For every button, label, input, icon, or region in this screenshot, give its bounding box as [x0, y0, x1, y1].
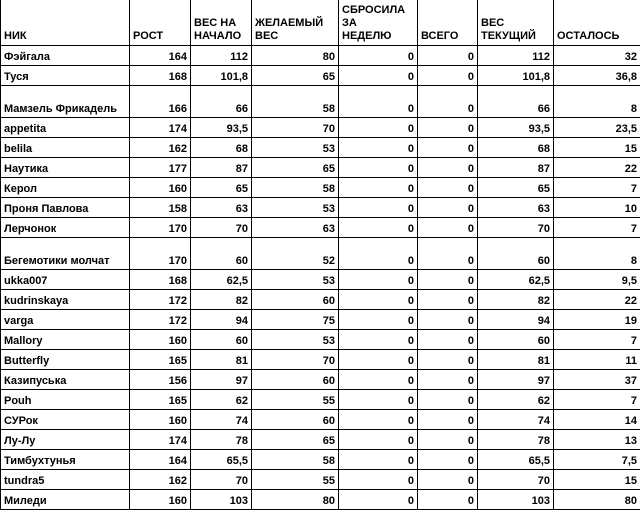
cell-total: 0 — [418, 470, 478, 490]
cell-nick: ukka007 — [1, 270, 130, 290]
cell-nick: belila — [1, 138, 130, 158]
table-row — [1, 66, 640, 86]
cell-lost-this-week: 0 — [339, 370, 418, 390]
cell-lost-this-week: 0 — [339, 46, 418, 66]
cell-current-weight: 66 — [478, 86, 554, 118]
column-header-label: НАЧАЛО — [194, 30, 242, 42]
cell-total: 0 — [418, 270, 478, 290]
cell-lost-this-week: 0 — [339, 310, 418, 330]
cell-remaining: 14 — [554, 410, 640, 430]
cell-remaining: 11 — [554, 350, 640, 370]
cell-height: 172 — [130, 290, 191, 310]
table-row — [1, 310, 640, 330]
cell-current-weight: 60 — [478, 238, 554, 270]
cell-target-weight: 52 — [252, 238, 339, 270]
column-header-label: ТЕКУЩИЙ — [481, 30, 536, 42]
cell-nick: Butterfly — [1, 350, 130, 370]
cell-current-weight: 62 — [478, 390, 554, 410]
table-row — [1, 238, 640, 270]
cell-nick: appetita — [1, 118, 130, 138]
cell-remaining: 7 — [554, 330, 640, 350]
column-header-label: РОСТ — [133, 30, 164, 42]
cell-remaining: 10 — [554, 198, 640, 218]
cell-current-weight: 68 — [478, 138, 554, 158]
cell-total: 0 — [418, 198, 478, 218]
cell-total: 0 — [418, 218, 478, 238]
column-header-label: СБРОСИЛА — [342, 4, 406, 16]
table-row — [1, 46, 640, 66]
cell-start-weight: 87 — [191, 158, 252, 178]
cell-height: 162 — [130, 138, 191, 158]
cell-height: 160 — [130, 330, 191, 350]
cell-lost-this-week: 0 — [339, 450, 418, 470]
cell-nick: Бегемотики молчат — [1, 238, 130, 270]
cell-nick: varga — [1, 310, 130, 330]
cell-current-weight: 65 — [478, 178, 554, 198]
cell-start-weight: 65,5 — [191, 450, 252, 470]
cell-lost-this-week: 0 — [339, 238, 418, 270]
cell-remaining: 22 — [554, 158, 640, 178]
table-row — [1, 370, 640, 390]
cell-lost-this-week: 0 — [339, 390, 418, 410]
cell-remaining: 7 — [554, 390, 640, 410]
cell-target-weight: 80 — [252, 490, 339, 510]
cell-remaining: 36,8 — [554, 66, 640, 86]
table-row — [1, 490, 640, 510]
cell-height: 164 — [130, 46, 191, 66]
cell-total: 0 — [418, 46, 478, 66]
cell-target-weight: 70 — [252, 350, 339, 370]
column-header-label: ВЕС НА — [194, 17, 237, 29]
cell-current-weight: 82 — [478, 290, 554, 310]
column-header-total — [418, 0, 478, 46]
cell-nick: Лу-Лу — [1, 430, 130, 450]
cell-target-weight: 58 — [252, 86, 339, 118]
cell-total: 0 — [418, 86, 478, 118]
cell-current-weight: 93,5 — [478, 118, 554, 138]
cell-height: 177 — [130, 158, 191, 178]
cell-total: 0 — [418, 330, 478, 350]
cell-current-weight: 74 — [478, 410, 554, 430]
cell-start-weight: 93,5 — [191, 118, 252, 138]
table-row — [1, 138, 640, 158]
cell-remaining: 15 — [554, 138, 640, 158]
cell-height: 160 — [130, 490, 191, 510]
cell-nick: Тимбухтунья — [1, 450, 130, 470]
cell-start-weight: 103 — [191, 490, 252, 510]
cell-total: 0 — [418, 430, 478, 450]
cell-remaining: 23,5 — [554, 118, 640, 138]
table-row — [1, 218, 640, 238]
cell-remaining: 9,5 — [554, 270, 640, 290]
cell-total: 0 — [418, 158, 478, 178]
cell-remaining: 80 — [554, 490, 640, 510]
cell-current-weight: 112 — [478, 46, 554, 66]
cell-nick: СУРок — [1, 410, 130, 430]
cell-lost-this-week: 0 — [339, 198, 418, 218]
cell-nick: kudrinskaya — [1, 290, 130, 310]
cell-start-weight: 62 — [191, 390, 252, 410]
cell-start-weight: 66 — [191, 86, 252, 118]
cell-height: 166 — [130, 86, 191, 118]
column-header-label: ОСТАЛОСЬ — [557, 30, 620, 42]
cell-remaining: 8 — [554, 86, 640, 118]
cell-height: 172 — [130, 310, 191, 330]
cell-target-weight: 55 — [252, 390, 339, 410]
cell-nick: Туся — [1, 66, 130, 86]
cell-start-weight: 97 — [191, 370, 252, 390]
cell-total: 0 — [418, 66, 478, 86]
cell-target-weight: 65 — [252, 158, 339, 178]
cell-nick: Миледи — [1, 490, 130, 510]
cell-target-weight: 63 — [252, 218, 339, 238]
cell-lost-this-week: 0 — [339, 470, 418, 490]
cell-nick: Мамзель Фрикадель — [1, 86, 130, 118]
cell-current-weight: 60 — [478, 330, 554, 350]
cell-lost-this-week: 0 — [339, 350, 418, 370]
cell-start-weight: 62,5 — [191, 270, 252, 290]
cell-lost-this-week: 0 — [339, 490, 418, 510]
cell-lost-this-week: 0 — [339, 66, 418, 86]
cell-height: 170 — [130, 238, 191, 270]
cell-remaining: 8 — [554, 238, 640, 270]
column-header-label: ЗА — [342, 17, 357, 29]
cell-remaining: 7 — [554, 218, 640, 238]
cell-lost-this-week: 0 — [339, 290, 418, 310]
column-header-label: ЖЕЛАЕМЫЙ — [255, 17, 324, 29]
column-header-label: НЕДЕЛЮ — [342, 30, 392, 42]
table-row — [1, 86, 640, 118]
cell-nick: Казипуська — [1, 370, 130, 390]
column-header-label: ВЕС — [255, 30, 279, 42]
column-header-start-weight — [191, 0, 252, 46]
cell-current-weight: 87 — [478, 158, 554, 178]
cell-start-weight: 82 — [191, 290, 252, 310]
cell-target-weight: 65 — [252, 430, 339, 450]
cell-remaining: 13 — [554, 430, 640, 450]
cell-lost-this-week: 0 — [339, 158, 418, 178]
column-header-label: ВЕС — [481, 17, 505, 29]
cell-start-weight: 70 — [191, 218, 252, 238]
cell-current-weight: 78 — [478, 430, 554, 450]
cell-total: 0 — [418, 138, 478, 158]
cell-lost-this-week: 0 — [339, 138, 418, 158]
cell-nick: Наутика — [1, 158, 130, 178]
cell-target-weight: 58 — [252, 450, 339, 470]
table-row — [1, 118, 640, 138]
cell-total: 0 — [418, 238, 478, 270]
cell-total: 0 — [418, 178, 478, 198]
cell-current-weight: 94 — [478, 310, 554, 330]
column-header-remaining — [554, 0, 640, 46]
cell-start-weight: 94 — [191, 310, 252, 330]
cell-current-weight: 101,8 — [478, 66, 554, 86]
header-row — [1, 0, 640, 46]
cell-start-weight: 112 — [191, 46, 252, 66]
column-header-target-weight — [252, 0, 339, 46]
cell-height: 168 — [130, 66, 191, 86]
cell-target-weight: 55 — [252, 470, 339, 490]
cell-nick: Керол — [1, 178, 130, 198]
cell-height: 164 — [130, 450, 191, 470]
cell-start-weight: 68 — [191, 138, 252, 158]
cell-remaining: 32 — [554, 46, 640, 66]
cell-height: 158 — [130, 198, 191, 218]
cell-start-weight: 63 — [191, 198, 252, 218]
table-body — [1, 46, 640, 510]
cell-remaining: 7 — [554, 178, 640, 198]
cell-start-weight: 101,8 — [191, 66, 252, 86]
cell-remaining: 19 — [554, 310, 640, 330]
table-row — [1, 178, 640, 198]
cell-target-weight: 65 — [252, 66, 339, 86]
cell-height: 160 — [130, 410, 191, 430]
cell-target-weight: 58 — [252, 178, 339, 198]
cell-current-weight: 103 — [478, 490, 554, 510]
table-row — [1, 410, 640, 430]
cell-height: 162 — [130, 470, 191, 490]
cell-remaining: 7,5 — [554, 450, 640, 470]
cell-remaining: 15 — [554, 470, 640, 490]
cell-current-weight: 62,5 — [478, 270, 554, 290]
cell-remaining: 22 — [554, 290, 640, 310]
table-row — [1, 290, 640, 310]
cell-total: 0 — [418, 390, 478, 410]
cell-height: 170 — [130, 218, 191, 238]
cell-current-weight: 70 — [478, 470, 554, 490]
cell-height: 160 — [130, 178, 191, 198]
cell-total: 0 — [418, 350, 478, 370]
table-row — [1, 158, 640, 178]
cell-height: 156 — [130, 370, 191, 390]
cell-start-weight: 60 — [191, 330, 252, 350]
cell-total: 0 — [418, 118, 478, 138]
cell-total: 0 — [418, 410, 478, 430]
cell-target-weight: 53 — [252, 198, 339, 218]
cell-current-weight: 97 — [478, 370, 554, 390]
cell-total: 0 — [418, 370, 478, 390]
cell-height: 174 — [130, 430, 191, 450]
column-header-current-weight — [478, 0, 554, 46]
cell-total: 0 — [418, 450, 478, 470]
cell-height: 168 — [130, 270, 191, 290]
table-row — [1, 450, 640, 470]
column-header-label: ВСЕГО — [421, 30, 459, 42]
cell-nick: Mallory — [1, 330, 130, 350]
cell-lost-this-week: 0 — [339, 86, 418, 118]
cell-nick: Pouh — [1, 390, 130, 410]
cell-lost-this-week: 0 — [339, 410, 418, 430]
cell-current-weight: 81 — [478, 350, 554, 370]
cell-target-weight: 80 — [252, 46, 339, 66]
cell-lost-this-week: 0 — [339, 430, 418, 450]
cell-target-weight: 53 — [252, 138, 339, 158]
cell-start-weight: 60 — [191, 238, 252, 270]
cell-start-weight: 70 — [191, 470, 252, 490]
column-header-label: НИК — [4, 30, 27, 42]
cell-start-weight: 74 — [191, 410, 252, 430]
cell-target-weight: 60 — [252, 370, 339, 390]
cell-lost-this-week: 0 — [339, 270, 418, 290]
table-row — [1, 470, 640, 490]
cell-target-weight: 53 — [252, 270, 339, 290]
cell-remaining: 37 — [554, 370, 640, 390]
cell-start-weight: 65 — [191, 178, 252, 198]
cell-lost-this-week: 0 — [339, 218, 418, 238]
cell-current-weight: 63 — [478, 198, 554, 218]
cell-nick: Проня Павлова — [1, 198, 130, 218]
cell-target-weight: 60 — [252, 290, 339, 310]
cell-lost-this-week: 0 — [339, 118, 418, 138]
cell-target-weight: 53 — [252, 330, 339, 350]
cell-lost-this-week: 0 — [339, 330, 418, 350]
table-row — [1, 430, 640, 450]
cell-total: 0 — [418, 490, 478, 510]
cell-nick: Лерчонок — [1, 218, 130, 238]
cell-current-weight: 65,5 — [478, 450, 554, 470]
column-header-nick — [1, 0, 130, 46]
cell-target-weight: 75 — [252, 310, 339, 330]
table-row — [1, 350, 640, 370]
cell-height: 174 — [130, 118, 191, 138]
cell-start-weight: 78 — [191, 430, 252, 450]
column-header-lost-this-week — [339, 0, 418, 46]
cell-start-weight: 81 — [191, 350, 252, 370]
column-header-height — [130, 0, 191, 46]
cell-total: 0 — [418, 310, 478, 330]
cell-lost-this-week: 0 — [339, 178, 418, 198]
table-row — [1, 390, 640, 410]
cell-target-weight: 60 — [252, 410, 339, 430]
cell-height: 165 — [130, 390, 191, 410]
cell-total: 0 — [418, 290, 478, 310]
table-row — [1, 330, 640, 350]
cell-nick: tundra5 — [1, 470, 130, 490]
cell-nick: Фэйгала — [1, 46, 130, 66]
cell-target-weight: 70 — [252, 118, 339, 138]
cell-height: 165 — [130, 350, 191, 370]
cell-current-weight: 70 — [478, 218, 554, 238]
table-row — [1, 270, 640, 290]
table-row — [1, 198, 640, 218]
